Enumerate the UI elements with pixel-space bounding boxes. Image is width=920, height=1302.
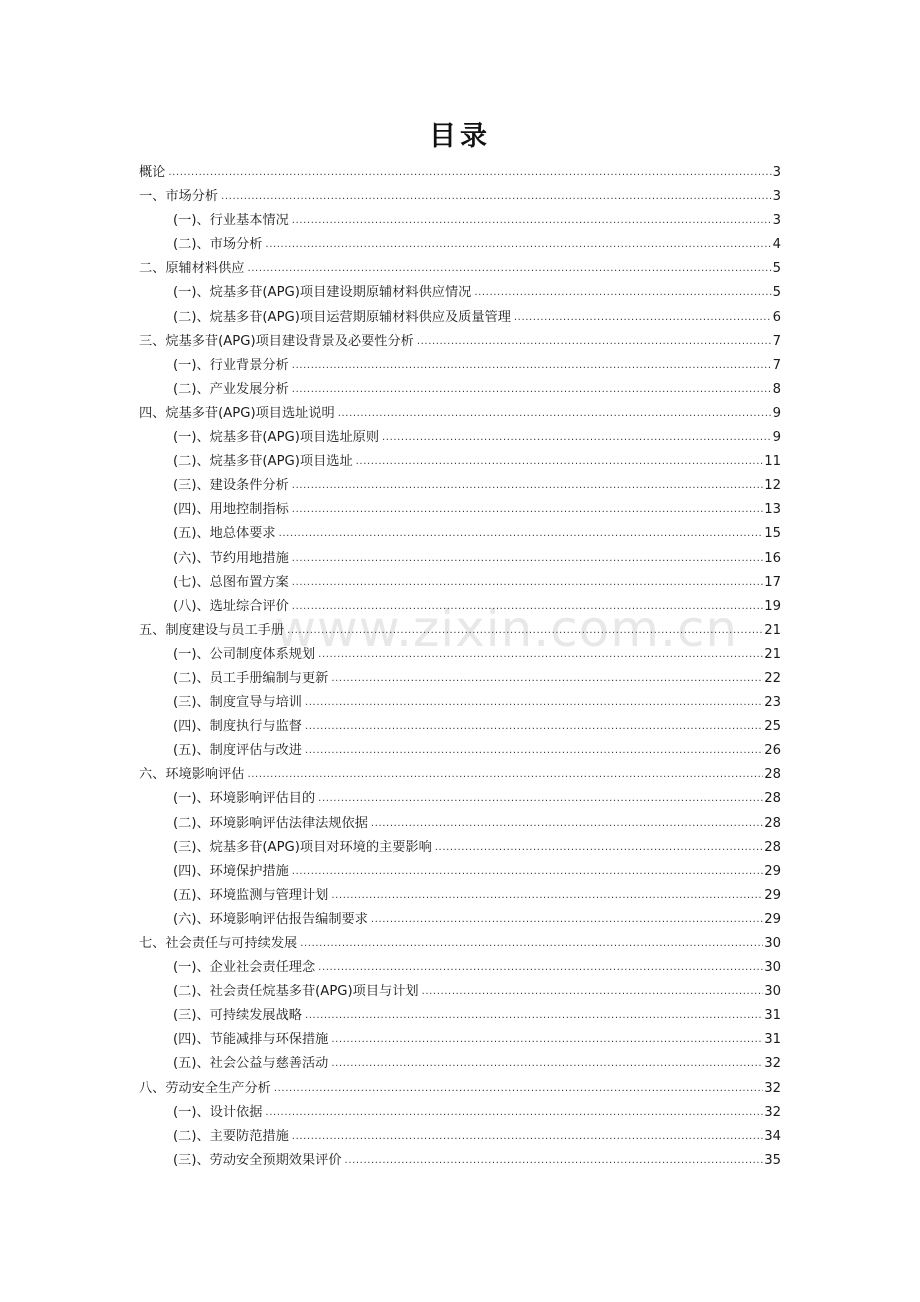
toc-entry-page-number: 4 xyxy=(772,237,781,253)
toc-dot-leader xyxy=(422,980,764,1004)
toc-entry-page-number: 32 xyxy=(764,1104,781,1120)
toc-entry-page-number: 3 xyxy=(772,213,781,229)
toc-entry-label: (三)、烷基多苷(APG)项目对环境的主要影响 xyxy=(173,839,432,855)
toc-entry-label: (一)、烷基多苷(APG)项目建设期原辅材料供应情况 xyxy=(173,285,472,301)
toc-entry-page-number: 29 xyxy=(764,887,781,903)
table-of-contents xyxy=(139,161,781,1173)
toc-entry-page-number: 9 xyxy=(772,430,781,446)
toc-entry-page-number: 34 xyxy=(764,1128,781,1144)
toc-entry[interactable] xyxy=(139,450,781,474)
toc-entry-page-number: 30 xyxy=(764,984,781,1000)
toc-entry[interactable] xyxy=(139,378,781,402)
toc-dot-leader xyxy=(435,836,763,860)
toc-entry-page-number: 25 xyxy=(764,719,781,735)
toc-entry-page-number: 31 xyxy=(764,1032,781,1048)
watermark: www.zixin.com.cn xyxy=(275,600,739,658)
toc-entry[interactable] xyxy=(139,884,781,908)
toc-dot-leader xyxy=(331,884,763,908)
toc-entry-page-number: 29 xyxy=(764,911,781,927)
toc-entry[interactable] xyxy=(139,1125,781,1149)
toc-entry[interactable] xyxy=(139,281,781,305)
toc-entry[interactable] xyxy=(139,908,781,932)
toc-dot-leader xyxy=(318,643,763,667)
toc-entry[interactable] xyxy=(139,595,781,619)
toc-dot-leader xyxy=(248,257,772,281)
toc-entry-page-number: 32 xyxy=(764,1056,781,1072)
toc-entry-page-number: 31 xyxy=(764,1008,781,1024)
toc-dot-leader xyxy=(292,547,763,571)
toc-entry[interactable] xyxy=(139,1149,781,1173)
toc-entry-label: (四)、制度执行与监督 xyxy=(173,719,302,735)
toc-entry[interactable] xyxy=(139,860,781,884)
page-title: 目录 xyxy=(429,121,491,152)
toc-entry-label: (七)、总图布置方案 xyxy=(173,574,289,590)
toc-entry[interactable] xyxy=(139,498,781,522)
toc-entry[interactable] xyxy=(139,233,781,257)
toc-entry-page-number: 5 xyxy=(772,261,781,277)
toc-dot-leader xyxy=(300,932,763,956)
toc-entry-label: (三)、制度宣导与培训 xyxy=(173,695,302,711)
toc-entry[interactable] xyxy=(139,812,781,836)
toc-entry[interactable] xyxy=(139,209,781,233)
toc-dot-leader xyxy=(318,956,763,980)
toc-dot-leader xyxy=(292,571,763,595)
toc-entry-label: (一)、企业社会责任理念 xyxy=(173,960,316,976)
toc-entry[interactable] xyxy=(139,330,781,354)
toc-dot-leader xyxy=(279,522,764,546)
toc-entry[interactable] xyxy=(139,715,781,739)
toc-entry-page-number: 11 xyxy=(764,454,781,470)
toc-entry-label: (二)、市场分析 xyxy=(173,237,263,253)
toc-dot-leader xyxy=(292,354,772,378)
toc-entry-label: (一)、设计依据 xyxy=(173,1104,263,1120)
toc-entry[interactable] xyxy=(139,956,781,980)
toc-entry-label: (三)、劳动安全预期效果评价 xyxy=(173,1152,342,1168)
toc-dot-leader xyxy=(305,691,763,715)
toc-entry-page-number: 3 xyxy=(772,189,781,205)
toc-entry-page-number: 3 xyxy=(772,165,781,180)
toc-dot-leader xyxy=(248,763,764,787)
toc-entry[interactable] xyxy=(139,522,781,546)
toc-entry-page-number: 7 xyxy=(772,357,781,373)
toc-entry-label: (一)、环境影响评估目的 xyxy=(173,791,316,807)
toc-dot-leader xyxy=(274,1077,763,1101)
toc-entry-label: (三)、可持续发展战略 xyxy=(173,1008,302,1024)
toc-entry-page-number: 28 xyxy=(764,839,781,855)
toc-entry[interactable] xyxy=(139,1101,781,1125)
toc-entry[interactable] xyxy=(139,1004,781,1028)
toc-dot-leader xyxy=(331,1028,763,1052)
toc-entry-page-number: 8 xyxy=(772,381,781,397)
toc-entry-label: (二)、环境影响评估法律法规依据 xyxy=(173,815,368,831)
toc-entry-label: (六)、环境影响评估报告编制要求 xyxy=(173,911,368,927)
toc-entry-label: (四)、节能减排与环保措施 xyxy=(173,1032,329,1048)
toc-entry-page-number: 29 xyxy=(764,863,781,879)
toc-entry-label: (八)、选址综合评价 xyxy=(173,598,289,614)
toc-entry[interactable] xyxy=(139,402,781,426)
toc-dot-leader xyxy=(474,281,771,305)
toc-entry-label: (二)、烷基多苷(APG)项目选址 xyxy=(173,454,353,470)
toc-entry[interactable] xyxy=(139,571,781,595)
toc-dot-leader xyxy=(292,209,772,233)
toc-entry-label: 一、市场分析 xyxy=(139,189,219,205)
toc-entry-label: (一)、行业基本情况 xyxy=(173,213,289,229)
toc-entry-page-number: 28 xyxy=(764,815,781,831)
toc-dot-leader xyxy=(292,595,763,619)
toc-dot-leader xyxy=(331,667,763,691)
toc-entry[interactable] xyxy=(139,354,781,378)
toc-entry-page-number: 7 xyxy=(772,333,781,349)
toc-entry-label: 六、环境影响评估 xyxy=(139,767,245,783)
toc-entry-page-number: 26 xyxy=(764,743,781,759)
toc-entry[interactable] xyxy=(139,1028,781,1052)
toc-dot-leader xyxy=(292,498,763,522)
toc-entry-label: 二、原辅材料供应 xyxy=(139,261,245,277)
toc-dot-leader xyxy=(305,1004,763,1028)
toc-entry-label: 七、社会责任与可持续发展 xyxy=(139,936,298,951)
toc-entry-label: (二)、主要防范措施 xyxy=(173,1128,289,1144)
toc-dot-leader xyxy=(221,185,771,209)
toc-entry[interactable] xyxy=(139,1077,781,1101)
toc-entry-label: (三)、建设条件分析 xyxy=(173,478,289,494)
toc-dot-leader xyxy=(514,306,772,330)
toc-entry[interactable] xyxy=(139,980,781,1004)
toc-dot-leader xyxy=(265,1101,763,1125)
toc-entry-label: (五)、社会公益与慈善活动 xyxy=(173,1056,329,1072)
toc-dot-leader xyxy=(382,426,772,450)
toc-entry-label: 五、制度建设与员工手册 xyxy=(139,622,285,638)
toc-entry-label: (四)、用地控制指标 xyxy=(173,502,289,518)
toc-entry-page-number: 32 xyxy=(764,1080,781,1096)
toc-dot-leader xyxy=(318,787,763,811)
toc-entry[interactable] xyxy=(139,643,781,667)
toc-entry[interactable] xyxy=(139,667,781,691)
toc-entry[interactable] xyxy=(139,763,781,787)
toc-dot-leader xyxy=(338,402,772,426)
toc-entry-page-number: 5 xyxy=(772,285,781,301)
toc-entry-label: (五)、地总体要求 xyxy=(173,526,276,542)
toc-entry-page-number: 28 xyxy=(764,767,781,783)
toc-entry[interactable] xyxy=(139,306,781,330)
toc-entry[interactable] xyxy=(139,739,781,763)
toc-entry[interactable] xyxy=(139,787,781,811)
toc-dot-leader xyxy=(305,739,763,763)
toc-entry-label: (四)、环境保护措施 xyxy=(173,863,289,879)
toc-entry[interactable] xyxy=(139,547,781,571)
toc-entry-label: (二)、产业发展分析 xyxy=(173,381,289,397)
toc-entry-page-number: 21 xyxy=(764,646,781,662)
toc-entry[interactable] xyxy=(139,474,781,498)
toc-dot-leader xyxy=(292,1125,763,1149)
toc-entry[interactable] xyxy=(139,257,781,281)
toc-dot-leader xyxy=(345,1149,764,1173)
toc-entry-label: 概论 xyxy=(139,165,166,180)
toc-dot-leader xyxy=(292,378,772,402)
toc-entry-label: 八、劳动安全生产分析 xyxy=(139,1080,271,1096)
toc-entry-page-number: 30 xyxy=(764,960,781,976)
toc-entry[interactable] xyxy=(139,836,781,860)
toc-entry-page-number: 35 xyxy=(764,1152,781,1168)
toc-entry-label: (五)、环境监测与管理计划 xyxy=(173,887,329,903)
toc-entry[interactable] xyxy=(139,1052,781,1076)
toc-dot-leader xyxy=(331,1052,763,1076)
toc-entry[interactable] xyxy=(139,185,781,209)
toc-entry-page-number: 28 xyxy=(764,791,781,807)
toc-entry-page-number: 23 xyxy=(764,695,781,711)
toc-entry-label: (二)、烷基多苷(APG)项目运营期原辅材料供应及质量管理 xyxy=(173,309,511,325)
toc-dot-leader xyxy=(265,233,771,257)
toc-entry-label: (一)、公司制度体系规划 xyxy=(173,646,316,662)
toc-dot-leader xyxy=(371,908,763,932)
toc-dot-leader xyxy=(417,330,772,354)
toc-dot-leader xyxy=(305,715,763,739)
toc-dot-leader xyxy=(356,450,764,474)
toc-entry[interactable] xyxy=(139,426,781,450)
toc-entry-label: (五)、制度评估与改进 xyxy=(173,743,302,759)
toc-entry-page-number: 30 xyxy=(764,936,781,951)
toc-entry-page-number: 17 xyxy=(764,574,781,590)
toc-entry-label: (二)、社会责任烷基多苷(APG)项目与计划 xyxy=(173,984,419,1000)
toc-entry-label: (六)、节约用地措施 xyxy=(173,550,289,566)
toc-dot-leader xyxy=(371,812,763,836)
toc-entry[interactable] xyxy=(139,619,781,643)
toc-dot-leader xyxy=(287,619,763,643)
toc-entry-page-number: 9 xyxy=(772,405,781,421)
toc-entry-label: (一)、烷基多苷(APG)项目选址原则 xyxy=(173,430,380,446)
toc-entry-page-number: 16 xyxy=(764,550,781,566)
toc-entry-page-number: 12 xyxy=(764,478,781,494)
toc-entry-page-number: 15 xyxy=(764,526,781,542)
toc-entry-page-number: 13 xyxy=(764,502,781,518)
toc-entry-label: (一)、行业背景分析 xyxy=(173,357,289,373)
toc-entry[interactable] xyxy=(139,691,781,715)
toc-entry-page-number: 21 xyxy=(764,622,781,638)
toc-entry-label: 三、烷基多苷(APG)项目建设背景及必要性分析 xyxy=(139,333,414,349)
toc-dot-leader xyxy=(168,161,771,185)
toc-dot-leader xyxy=(292,860,763,884)
toc-entry[interactable] xyxy=(139,161,781,185)
toc-entry[interactable] xyxy=(139,932,781,956)
toc-dot-leader xyxy=(292,474,763,498)
toc-entry-page-number: 22 xyxy=(764,670,781,686)
toc-entry-page-number: 6 xyxy=(772,309,781,325)
toc-entry-label: 四、烷基多苷(APG)项目选址说明 xyxy=(139,405,335,421)
toc-entry-label: (二)、员工手册编制与更新 xyxy=(173,670,329,686)
toc-entry-page-number: 19 xyxy=(764,598,781,614)
